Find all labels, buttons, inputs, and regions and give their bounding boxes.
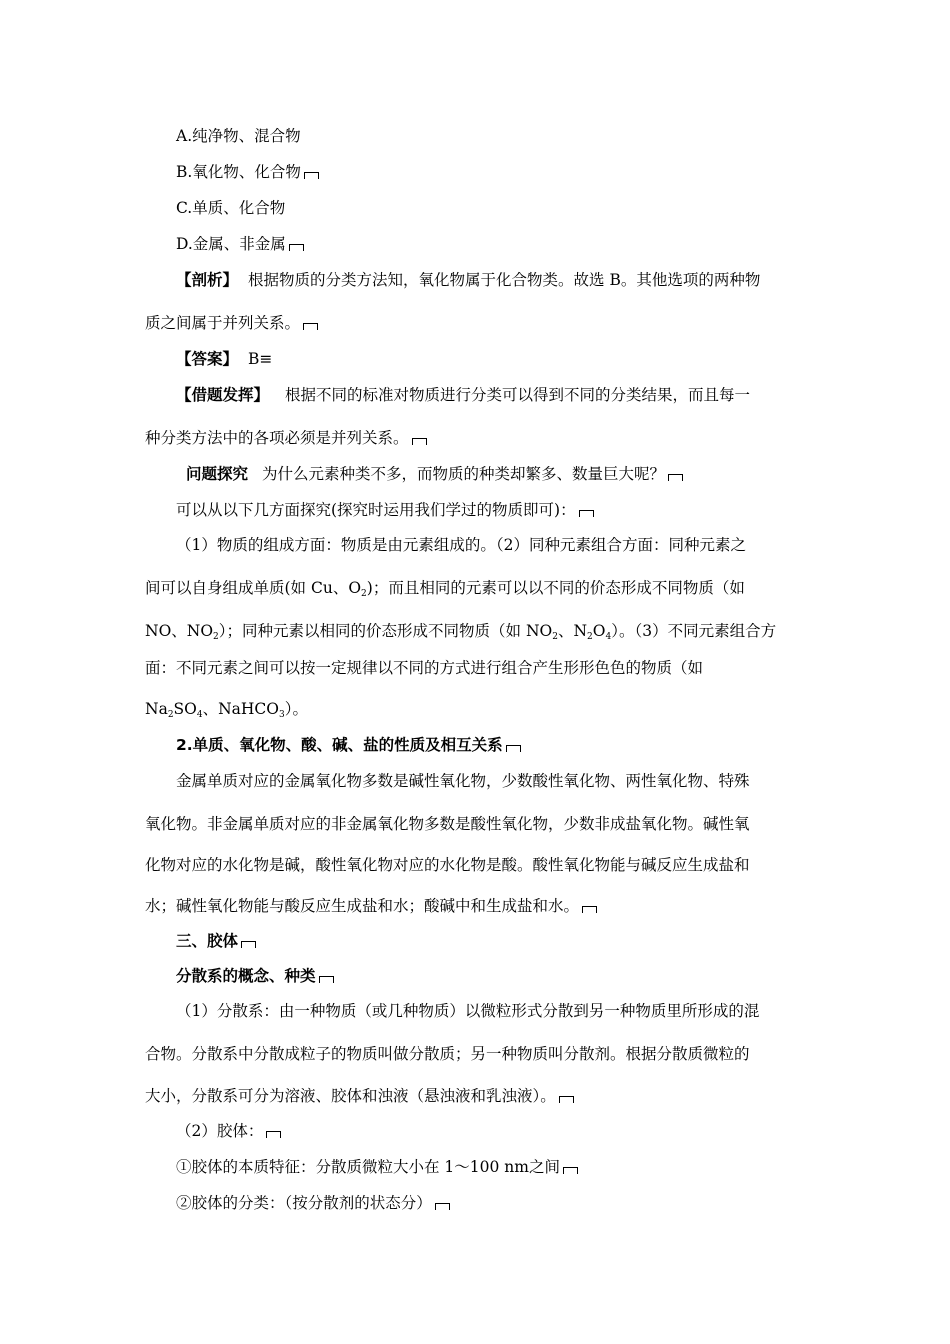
inquiry-para-line-1: （1）物质的组成方面：物质是由元素组成的。（2）同种元素组合方面：同种元素之 <box>176 536 746 554</box>
section3-heading: 三、胶体 <box>176 929 256 953</box>
inquiry-para-line-5: $Na_2SO_4$、NaHCO$_3$）。 <box>145 700 308 720</box>
section2-line-3: 化物对应的水化物是碱，酸性氧化物对应的水化物是酸。酸性氧化物能与碱反应生成盐和 <box>145 856 750 874</box>
paragraph-mark-icon <box>266 1131 281 1138</box>
analysis-line-2: 质之间属于并列关系。 <box>145 311 318 335</box>
answer-value: B≡ <box>248 350 273 368</box>
inquiry-para-line-4: 面：不同元素之间可以按一定规律以不同的方式进行组合产生形形色色的物质（如 <box>145 659 704 677</box>
paragraph-mark-icon <box>563 1167 578 1174</box>
option-c: C.单质、化合物 <box>176 199 286 217</box>
section3-line-1: （1）分散系：由一种物质（或几种物质）以微粒形式分散到另一种物质里所形成的混 <box>176 1002 760 1020</box>
tip-line-1: 【借题发挥】 根据不同的标准对物质进行分类可以得到不同的分类结果，而且每一 <box>176 386 751 404</box>
paragraph-mark-icon <box>303 323 318 330</box>
inquiry-para-line-3: NO、$NO_2$）；同种元素以相同的价态形成不同物质（如 $NO_2$、$N_2O_4$）。（3）不同元素组合方 <box>145 622 777 642</box>
inquiry-para-line-2: 间可以自身组成单质(如 Cu、$O_2$)；而且相同的元素可以以不同的价态形成不同物质（如 <box>145 579 745 599</box>
option-d: D.金属、非金属 <box>176 232 304 256</box>
option-a: A.纯净物、混合物 <box>176 127 301 145</box>
paragraph-mark-icon <box>579 510 594 517</box>
paragraph-mark-icon <box>412 438 427 445</box>
tip-label: 【借题发挥】 <box>176 386 270 404</box>
inquiry-intro: 可以从以下几方面探究(探究时运用我们学过的物质即可)： <box>176 498 594 522</box>
paragraph-mark-icon <box>304 172 319 179</box>
paragraph-mark-icon <box>289 244 304 251</box>
paragraph-mark-icon <box>241 941 256 948</box>
section3-line-4: （2）胶体： <box>176 1119 281 1143</box>
answer-line <box>176 347 272 371</box>
paragraph-mark-icon <box>668 474 683 481</box>
inquiry-label: 问题探究 <box>186 465 249 483</box>
inquiry-question: 问题探究 为什么元素种类不多，而物质的种类却繁多、数量巨大呢？ <box>186 462 683 486</box>
paragraph-mark-icon <box>506 745 521 752</box>
section2-line-2: 氧化物。非金属单质对应的非金属氧化物多数是酸性氧化物，少数非成盐氧化物。碱性氧 <box>145 815 750 833</box>
tip-line-2: 种分类方法中的各项必须是并列关系。 <box>145 426 427 450</box>
section2-line-4: 水；碱性氧化物能与酸反应生成盐和水；酸碱中和生成盐和水。 <box>145 894 597 918</box>
section3-subheading: 分散系的概念、种类 <box>176 964 334 988</box>
section2-line-1: 金属单质对应的金属氧化物多数是碱性氧化物，少数酸性氧化物、两性氧化物、特殊 <box>176 772 750 790</box>
answer-label: 【答案】 <box>176 350 239 368</box>
section3-line-2: 合物。分散系中分散成粒子的物质叫做分散质；另一种物质叫分散剂。根据分散质微粒的 <box>145 1045 750 1063</box>
paragraph-mark-icon <box>435 1203 450 1210</box>
paragraph-mark-icon <box>319 976 334 983</box>
section2-heading: 2.单质、氧化物、酸、碱、盐的性质及相互关系 <box>176 733 521 757</box>
section3-line-3: 大小，分散系可分为溶液、胶体和浊液（悬浊液和乳浊液）。 <box>145 1084 574 1108</box>
analysis-label: 【剖析】 <box>176 271 239 289</box>
section3-line-5: ①胶体的本质特征：分散质微粒大小在 1～100 nm之间 <box>176 1155 578 1179</box>
section3-line-6: ②胶体的分类：（按分散剂的状态分） <box>176 1191 450 1215</box>
paragraph-mark-icon <box>559 1096 574 1103</box>
option-b: B.氧化物、化合物 <box>176 160 319 184</box>
paragraph-mark-icon <box>582 906 597 913</box>
analysis-line-1: 【剖析】 根据物质的分类方法知，氧化物属于化合物类。故选 B。其他选项的两种物 <box>176 271 761 289</box>
